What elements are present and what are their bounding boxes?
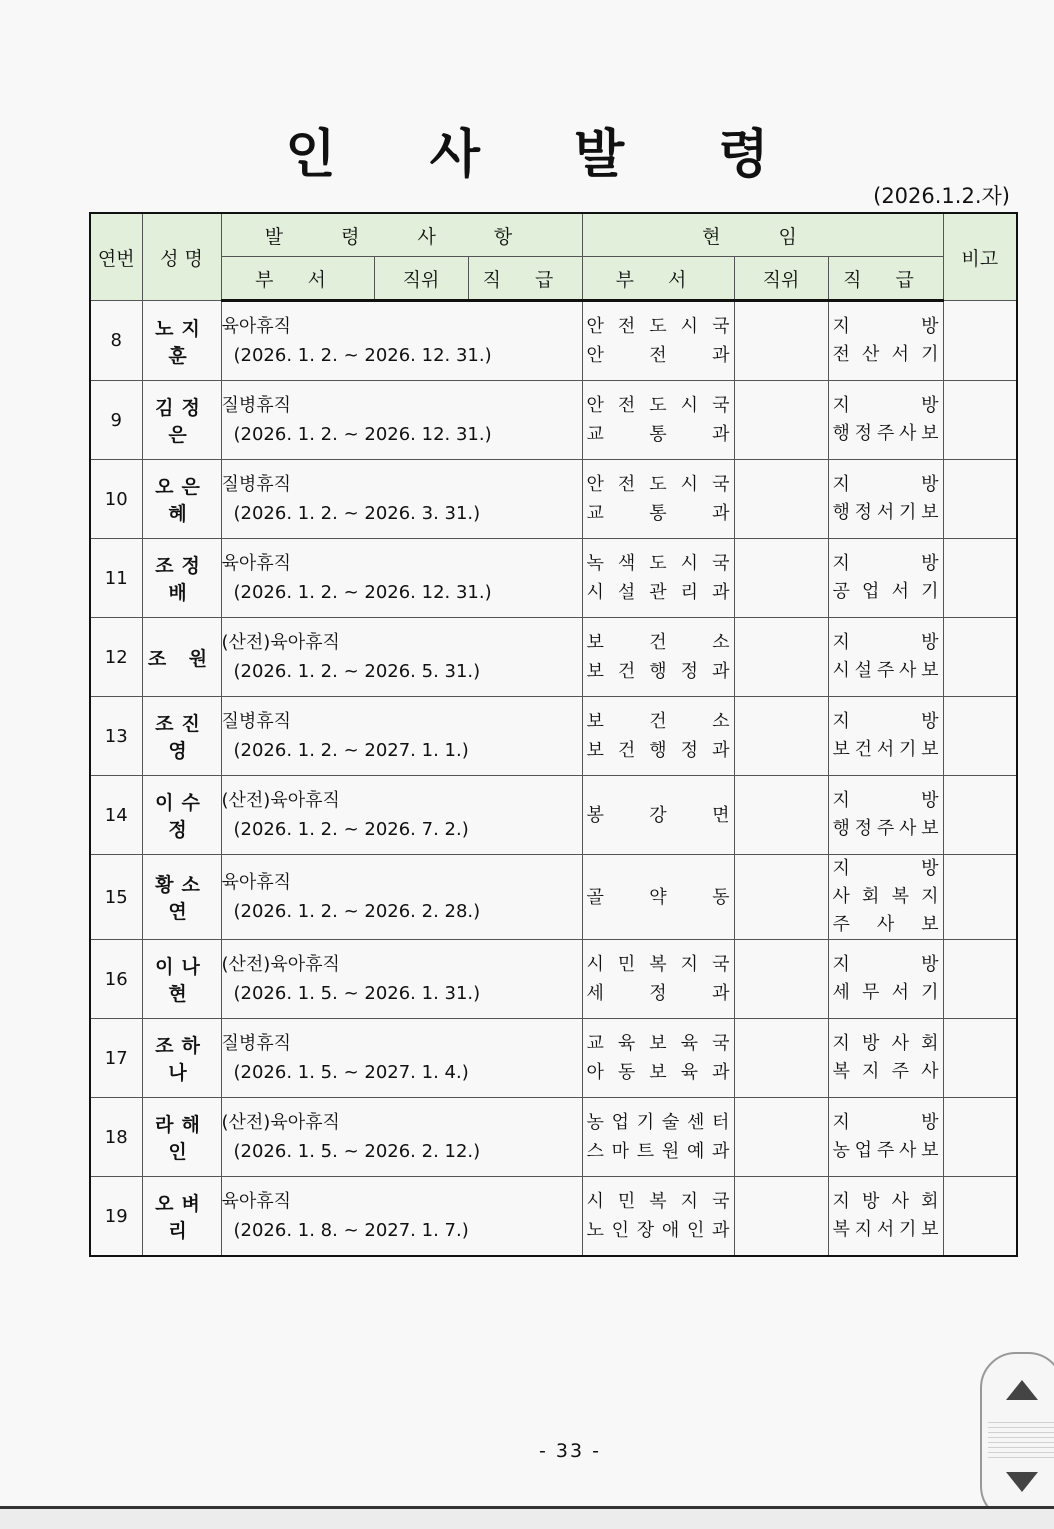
current-grade bbox=[828, 940, 943, 1019]
remarks-cell bbox=[943, 940, 1017, 1019]
current-position bbox=[734, 697, 828, 776]
department-line: 시 설 관 리 과 bbox=[586, 582, 730, 603]
row-number: 11 bbox=[90, 539, 142, 618]
current-grade bbox=[828, 539, 943, 618]
order-details bbox=[221, 697, 582, 776]
table-row bbox=[90, 697, 1017, 776]
page-number: - 33 - bbox=[539, 1440, 601, 1462]
grade-line: 지 방 bbox=[832, 790, 939, 811]
row-number: 17 bbox=[90, 1019, 142, 1098]
department-line: 교 육 보 육 국 bbox=[586, 1033, 730, 1054]
date-note: (2026.1.2.자) bbox=[873, 184, 1010, 208]
scroll-control[interactable] bbox=[980, 1352, 1054, 1522]
grade-line: 지 방 bbox=[832, 632, 939, 653]
order-period: (2026. 1. 8. ~ 2027. 1. 7.) bbox=[233, 1220, 469, 1241]
order-period: (2026. 1. 5. ~ 2026. 2. 12.) bbox=[233, 1141, 481, 1162]
employee-name: 조정배 bbox=[142, 539, 221, 618]
remarks-cell bbox=[943, 460, 1017, 539]
row-number: 9 bbox=[90, 381, 142, 460]
order-period: (2026. 1. 2. ~ 2026. 7. 2.) bbox=[233, 819, 469, 840]
current-department bbox=[582, 301, 734, 381]
order-period: (2026. 1. 2. ~ 2026. 12. 31.) bbox=[233, 345, 492, 366]
grade-line: 보 건 서 기 보 bbox=[832, 739, 939, 760]
table-row bbox=[90, 940, 1017, 1019]
row-number: 18 bbox=[90, 1098, 142, 1177]
current-position bbox=[734, 940, 828, 1019]
remarks-cell bbox=[943, 1177, 1017, 1257]
grade-line: 전 산 서 기 bbox=[832, 344, 939, 365]
employee-name: 김정은 bbox=[142, 381, 221, 460]
current-grade bbox=[828, 1098, 943, 1177]
order-type: 질병휴직 bbox=[221, 1033, 292, 1054]
header-current-group: 현 임 bbox=[582, 213, 943, 257]
current-grade bbox=[828, 1019, 943, 1098]
grade-line: 사 회 복 지 bbox=[832, 886, 939, 907]
current-department bbox=[582, 1098, 734, 1177]
employee-name: 오벼리 bbox=[142, 1177, 221, 1257]
grade-line: 행 정 주 사 보 bbox=[832, 423, 939, 444]
current-grade bbox=[828, 381, 943, 460]
order-details bbox=[221, 1098, 582, 1177]
grade-line: 지 방 bbox=[832, 858, 939, 879]
department-line: 아 동 보 육 과 bbox=[586, 1062, 730, 1083]
table-row bbox=[90, 1098, 1017, 1177]
employee-name: 조진영 bbox=[142, 697, 221, 776]
department-line: 교 통 과 bbox=[586, 424, 730, 445]
grade-line: 지 방 bbox=[832, 954, 939, 975]
current-department bbox=[582, 697, 734, 776]
table-row bbox=[90, 1019, 1017, 1098]
grade-line: 복 지 서 기 보 bbox=[832, 1219, 939, 1240]
current-department bbox=[582, 381, 734, 460]
department-line: 세 정 과 bbox=[586, 983, 730, 1004]
header-current-grade: 직 급 bbox=[828, 257, 943, 301]
remarks-cell bbox=[943, 618, 1017, 697]
table-row bbox=[90, 1177, 1017, 1257]
current-position bbox=[734, 301, 828, 381]
current-department bbox=[582, 539, 734, 618]
current-position bbox=[734, 460, 828, 539]
remarks-cell bbox=[943, 539, 1017, 618]
row-number: 14 bbox=[90, 776, 142, 855]
department-line: 농 업 기 술 센 터 bbox=[586, 1112, 730, 1133]
order-period: (2026. 1. 2. ~ 2026. 5. 31.) bbox=[233, 661, 481, 682]
department-line: 시 민 복 지 국 bbox=[586, 954, 730, 975]
row-number: 16 bbox=[90, 940, 142, 1019]
employee-name: 오은혜 bbox=[142, 460, 221, 539]
current-department bbox=[582, 1019, 734, 1098]
current-position bbox=[734, 539, 828, 618]
department-line: 안 전 도 시 국 bbox=[586, 316, 730, 337]
department-line: 보 건 행 정 과 bbox=[586, 661, 730, 682]
order-details bbox=[221, 618, 582, 697]
current-position bbox=[734, 1177, 828, 1257]
employee-name: 이나현 bbox=[142, 940, 221, 1019]
employee-name: 황소연 bbox=[142, 855, 221, 940]
current-grade bbox=[828, 855, 943, 940]
header-current-position: 직위 bbox=[734, 257, 828, 301]
page-title: 인 사 발 령 bbox=[285, 125, 807, 185]
row-number: 12 bbox=[90, 618, 142, 697]
grade-line: 시 설 주 사 보 bbox=[832, 660, 939, 681]
grade-line: 지 방 bbox=[832, 474, 939, 495]
table-row bbox=[90, 618, 1017, 697]
department-line: 교 통 과 bbox=[586, 503, 730, 524]
grade-line: 지 방 bbox=[832, 711, 939, 732]
current-department bbox=[582, 618, 734, 697]
order-type: 질병휴직 bbox=[221, 711, 292, 732]
department-line: 보 건 소 bbox=[586, 711, 730, 732]
scroll-down-icon[interactable] bbox=[1006, 1472, 1038, 1492]
header-no: 연번 bbox=[90, 213, 142, 301]
grade-line: 복 지 주 사 bbox=[832, 1061, 939, 1082]
table-row bbox=[90, 381, 1017, 460]
row-number: 8 bbox=[90, 301, 142, 381]
order-period: (2026. 1. 5. ~ 2026. 1. 31.) bbox=[233, 983, 481, 1004]
order-period: (2026. 1. 2. ~ 2026. 2. 28.) bbox=[233, 901, 481, 922]
table-row bbox=[90, 460, 1017, 539]
current-grade bbox=[828, 301, 943, 381]
current-position bbox=[734, 618, 828, 697]
row-number: 10 bbox=[90, 460, 142, 539]
department-line: 시 민 복 지 국 bbox=[586, 1191, 730, 1212]
order-details bbox=[221, 301, 582, 381]
header-current-dept: 부 서 bbox=[582, 257, 734, 301]
scroll-grip[interactable] bbox=[988, 1418, 1054, 1462]
order-period: (2026. 1. 2. ~ 2027. 1. 1.) bbox=[233, 740, 469, 761]
table-row bbox=[90, 855, 1017, 940]
grade-line: 행 정 주 사 보 bbox=[832, 818, 939, 839]
current-department bbox=[582, 1177, 734, 1257]
current-grade bbox=[828, 460, 943, 539]
order-details bbox=[221, 460, 582, 539]
grade-line: 주 사 보 bbox=[832, 914, 939, 935]
grade-line: 세 무 서 기 bbox=[832, 982, 939, 1003]
employee-name: 노지훈 bbox=[142, 301, 221, 381]
employee-name: 조하나 bbox=[142, 1019, 221, 1098]
order-type: (산전)육아휴직 bbox=[221, 1112, 340, 1133]
department-line: 봉 강 면 bbox=[586, 804, 730, 826]
grade-line: 지 방 bbox=[832, 316, 939, 337]
current-position bbox=[734, 1019, 828, 1098]
current-position bbox=[734, 381, 828, 460]
row-number: 15 bbox=[90, 855, 142, 940]
header-name: 성 명 bbox=[142, 213, 221, 301]
department-line: 녹 색 도 시 국 bbox=[586, 553, 730, 574]
remarks-cell bbox=[943, 776, 1017, 855]
table-row bbox=[90, 539, 1017, 618]
grade-line: 지 방 사 회 bbox=[832, 1033, 939, 1054]
current-grade bbox=[828, 776, 943, 855]
department-line: 노 인 장 애 인 과 bbox=[586, 1220, 730, 1241]
row-number: 19 bbox=[90, 1177, 142, 1257]
grade-line: 행 정 서 기 보 bbox=[832, 502, 939, 523]
personnel-orders-table bbox=[89, 212, 1018, 1257]
remarks-cell bbox=[943, 301, 1017, 381]
grade-line: 공 업 서 기 bbox=[832, 581, 939, 602]
current-position bbox=[734, 776, 828, 855]
current-department bbox=[582, 855, 734, 940]
current-department bbox=[582, 460, 734, 539]
order-details bbox=[221, 1019, 582, 1098]
grade-line: 농 업 주 사 보 bbox=[832, 1140, 939, 1161]
bottom-band bbox=[0, 1509, 1054, 1529]
order-type: 육아휴직 bbox=[221, 316, 292, 337]
department-line: 스 마 트 원 예 과 bbox=[586, 1141, 730, 1162]
department-line: 안 전 도 시 국 bbox=[586, 395, 730, 416]
order-period: (2026. 1. 2. ~ 2026. 12. 31.) bbox=[233, 582, 492, 603]
order-type: 질병휴직 bbox=[221, 395, 292, 416]
order-type: 육아휴직 bbox=[221, 553, 292, 574]
current-department bbox=[582, 940, 734, 1019]
department-line: 보 건 소 bbox=[586, 632, 730, 653]
employee-name: 이수정 bbox=[142, 776, 221, 855]
order-period: (2026. 1. 2. ~ 2026. 12. 31.) bbox=[233, 424, 492, 445]
order-type: 육아휴직 bbox=[221, 1191, 292, 1212]
remarks-cell bbox=[943, 697, 1017, 776]
grade-line: 지 방 사 회 bbox=[832, 1191, 939, 1212]
order-details bbox=[221, 855, 582, 940]
current-department bbox=[582, 776, 734, 855]
current-position bbox=[734, 855, 828, 940]
table-body bbox=[90, 301, 1017, 1257]
row-number: 13 bbox=[90, 697, 142, 776]
header-order-group: 발 령 사 항 bbox=[221, 213, 582, 257]
order-period: (2026. 1. 2. ~ 2026. 3. 31.) bbox=[233, 503, 481, 524]
scroll-up-icon[interactable] bbox=[1006, 1380, 1038, 1400]
grade-line: 지 방 bbox=[832, 553, 939, 574]
header-order-position: 직위 bbox=[374, 257, 468, 301]
order-period: (2026. 1. 5. ~ 2027. 1. 4.) bbox=[233, 1062, 469, 1083]
department-line: 보 건 행 정 과 bbox=[586, 740, 730, 761]
table-row bbox=[90, 301, 1017, 381]
order-type: 질병휴직 bbox=[221, 474, 292, 495]
order-details bbox=[221, 1177, 582, 1257]
employee-name: 라해인 bbox=[142, 1098, 221, 1177]
order-type: (산전)육아휴직 bbox=[221, 632, 340, 653]
remarks-cell bbox=[943, 1019, 1017, 1098]
current-grade bbox=[828, 618, 943, 697]
grade-line: 지 방 bbox=[832, 395, 939, 416]
current-grade bbox=[828, 1177, 943, 1257]
department-line: 골 약 동 bbox=[586, 886, 730, 908]
department-line: 안 전 과 bbox=[586, 345, 730, 366]
header-remarks: 비고 bbox=[943, 213, 1017, 301]
order-type: (산전)육아휴직 bbox=[221, 954, 340, 975]
order-type: (산전)육아휴직 bbox=[221, 790, 340, 811]
header-order-dept: 부 서 bbox=[221, 257, 374, 301]
remarks-cell bbox=[943, 1098, 1017, 1177]
current-grade bbox=[828, 697, 943, 776]
grade-line: 지 방 bbox=[832, 1112, 939, 1133]
current-position bbox=[734, 1098, 828, 1177]
order-details bbox=[221, 940, 582, 1019]
department-line: 안 전 도 시 국 bbox=[586, 474, 730, 495]
employee-name: 조 원 bbox=[142, 618, 221, 697]
header-order-grade: 직 급 bbox=[468, 257, 582, 301]
remarks-cell bbox=[943, 381, 1017, 460]
order-type: 육아휴직 bbox=[221, 872, 292, 893]
order-details bbox=[221, 539, 582, 618]
remarks-cell bbox=[943, 855, 1017, 940]
order-details bbox=[221, 381, 582, 460]
table-row bbox=[90, 776, 1017, 855]
order-details bbox=[221, 776, 582, 855]
